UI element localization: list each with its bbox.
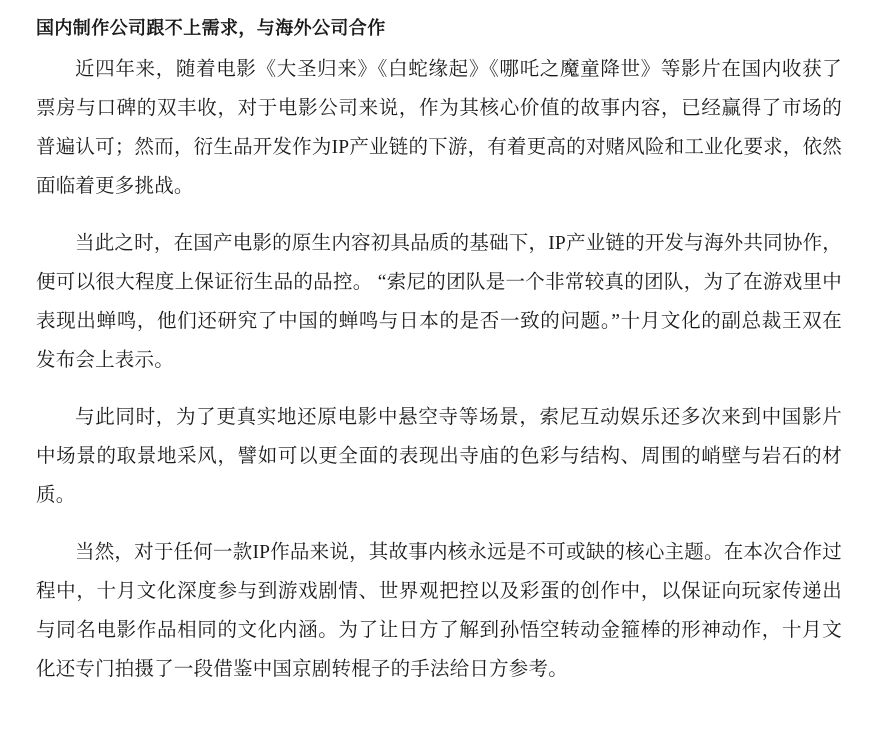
article-paragraph: 与此同时，为了更真实地还原电影中悬空寺等场景，索尼互动娱乐还多次来到中国影片中场景的取景地采风，譬如可以更全面的表现出寺庙的色彩与结构、周围的峭壁与岩石的材质。: [36, 407, 842, 506]
article-paragraph: 当此之时，在国产电影的原生内容初具品质的基础下，IP产业链的开发与海外共同协作，便可以很大程度上保证衍生品的品控。 “索尼的团队是一个非常较真的团队，为了在游戏里中表现出蝉鸣，他们还研究了中国的蝉鸣与日本的是否一致的问题。”十月文化的副总裁王双在发布会上表示。: [36, 233, 842, 371]
article-section-heading: 国内制作公司跟不上需求，与海外公司合作: [36, 18, 386, 38]
article-paragraph: 当然，对于任何一款IP作品来说，其故事内核永远是不可或缺的核心主题。在本次合作过程中，十月文化深度参与到游戏剧情、世界观把控以及彩蛋的创作中，以保证向玩家传递出与同名电影作品相同的文化内涵。为了让日方了解到孙悟空转动金箍棒的形神动作，十月文化还专门拍摄了一段借鉴中国京剧转棍子的手法给日方参考。: [36, 542, 842, 680]
article-paragraph: 近四年来，随着电影《大圣归来》《白蛇缘起》《哪吒之魔童降世》等影片在国内收获了票房与口碑的双丰收，对于电影公司来说，作为其核心价值的故事内容，已经赢得了市场的普遍认可；然而，衍生品开发作为IP产业链的下游，有着更高的对赌风险和工业化要求，依然面临着更多挑战。: [36, 59, 842, 197]
